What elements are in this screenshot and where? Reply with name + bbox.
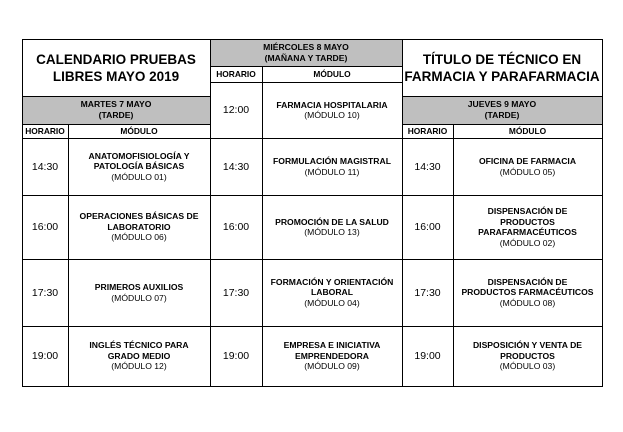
module-cell (68, 195, 210, 259)
time-cell: 17:30 (31, 286, 59, 299)
grid-line (210, 82, 402, 83)
module-code: (MÓDULO 11) (304, 166, 360, 177)
grid-line (68, 124, 69, 386)
module-name: ANATOMOFISIOLOGÍA Y (88, 150, 190, 161)
title-line: CALENDARIO PRUEBAS (36, 51, 196, 67)
col-header-modulo: MÓDULO (120, 126, 158, 136)
grid-line (402, 39, 403, 386)
col-header-modulo: MÓDULO (508, 126, 547, 136)
module-name: PRODUCTOS (500, 350, 555, 361)
module-code: (MÓDULO 08) (499, 297, 556, 308)
col-header-horario: HORARIO (407, 126, 448, 136)
grid-line (402, 124, 603, 125)
module-name: GRADO MEDIO (107, 350, 171, 361)
time-cell: 16:00 (31, 221, 59, 233)
module-code: (MÓDULO 12) (111, 361, 167, 372)
grid-line (262, 66, 263, 386)
time-cell: 14:30 (222, 160, 250, 173)
day-session: (TARDE) (98, 110, 134, 120)
module-cell (262, 326, 402, 386)
module-name: PATOLOGÍA BÁSICAS (93, 161, 185, 172)
grid-line (22, 96, 210, 97)
module-code: (MÓDULO 07) (111, 292, 167, 303)
grid-line (22, 39, 603, 40)
title-line: LIBRES MAYO 2019 (52, 68, 180, 84)
day-name: MIÉRCOLES 8 MAYO (263, 41, 349, 52)
module-name: FORMULACIÓN MAGISTRAL (273, 156, 391, 166)
module-name: INGLÉS TÉCNICO PARA (89, 340, 189, 351)
time-cell: 16:00 (222, 221, 250, 233)
col-header-modulo: MÓDULO (313, 69, 351, 79)
module-cell (453, 195, 602, 259)
grid-line (22, 138, 603, 139)
module-name: DISPENSACIÓN DE (487, 206, 568, 216)
grid-line (22, 259, 603, 260)
title-line: FARMACIA Y PARAFARMACIA (404, 68, 600, 84)
module-code: (MÓDULO 10) (304, 110, 360, 120)
module-cell (262, 195, 402, 259)
time-cell: 14:30 (414, 160, 441, 173)
degree-title (402, 39, 602, 96)
module-name: PRIMEROS AUXILIOS (94, 282, 184, 292)
grid-line (453, 124, 454, 386)
grid-line (22, 39, 23, 386)
grid-line (22, 326, 603, 327)
module-code: (MÓDULO 05) (499, 166, 556, 177)
module-cell (453, 259, 602, 326)
module-name: PRODUCTOS FARMACÉUTICOS (461, 287, 594, 298)
time-cell: 17:30 (222, 286, 250, 299)
day-name: MARTES 7 MAYO (80, 99, 152, 109)
module-name: FORMACIÓN Y ORIENTACIÓN (270, 276, 394, 287)
module-name: EMPRENDEDORA (294, 350, 369, 361)
grid-line (602, 39, 603, 386)
module-code: (MÓDULO 02) (499, 237, 556, 248)
module-code: (MÓDULO 03) (499, 361, 556, 372)
day-header-wednesday (210, 39, 402, 66)
day-header-tuesday (22, 96, 210, 124)
time-cell: 16:00 (414, 221, 441, 233)
calendar-title (22, 39, 210, 96)
module-cell (453, 138, 602, 195)
grid-line (22, 195, 603, 196)
day-session: (MAÑANA Y TARDE) (264, 52, 348, 63)
grid-line (22, 386, 603, 387)
time-cell: 14:30 (31, 160, 59, 173)
day-header-thursday (402, 96, 602, 124)
module-cell (68, 138, 210, 195)
day-name: JUEVES 9 MAYO (467, 99, 537, 109)
module-name: LABORATORIO (107, 221, 171, 232)
module-name: DISPOSICIÓN Y VENTA DE (472, 340, 583, 351)
time-cell: 12:00 (222, 104, 250, 116)
col-header-horario: HORARIO (216, 69, 256, 79)
module-code: (MÓDULO 06) (111, 232, 167, 243)
time-cell: 17:30 (414, 286, 441, 299)
module-cell (68, 259, 210, 326)
module-cell (262, 138, 402, 195)
module-name: OFICINA DE FARMACIA (478, 156, 577, 166)
module-name: PRODUCTOS (500, 216, 555, 227)
grid-line (210, 39, 211, 386)
col-header-horario: HORARIO (25, 126, 65, 136)
time-cell: 19:00 (414, 350, 441, 362)
module-code: (MÓDULO 09) (304, 361, 360, 372)
title-line: TÍTULO DE TÉCNICO EN (422, 51, 582, 67)
day-session: (TARDE) (484, 110, 520, 120)
module-code: (MÓDULO 04) (304, 297, 360, 308)
module-name: EMPRESA E INICIATIVA (283, 340, 381, 351)
module-cell (262, 82, 402, 138)
module-name: LABORAL (310, 287, 353, 298)
module-cell (262, 259, 402, 326)
module-name: DISPENSACIÓN DE (487, 276, 568, 287)
grid-line (402, 96, 603, 97)
module-code: (MÓDULO 13) (304, 227, 360, 237)
module-name: PARAFARMACÉUTICOS (478, 227, 577, 237)
module-name: PROMOCIÓN DE LA SALUD (275, 216, 389, 227)
module-name: FARMACIA HOSPITALARIA (276, 99, 388, 110)
module-name: OPERACIONES BÁSICAS DE (79, 211, 199, 222)
module-cell (453, 326, 602, 386)
time-cell: 19:00 (31, 350, 59, 362)
grid-line (210, 66, 402, 67)
grid-line (22, 124, 210, 125)
module-code: (MÓDULO 01) (111, 171, 167, 182)
time-cell: 19:00 (222, 350, 250, 362)
module-cell (68, 326, 210, 386)
